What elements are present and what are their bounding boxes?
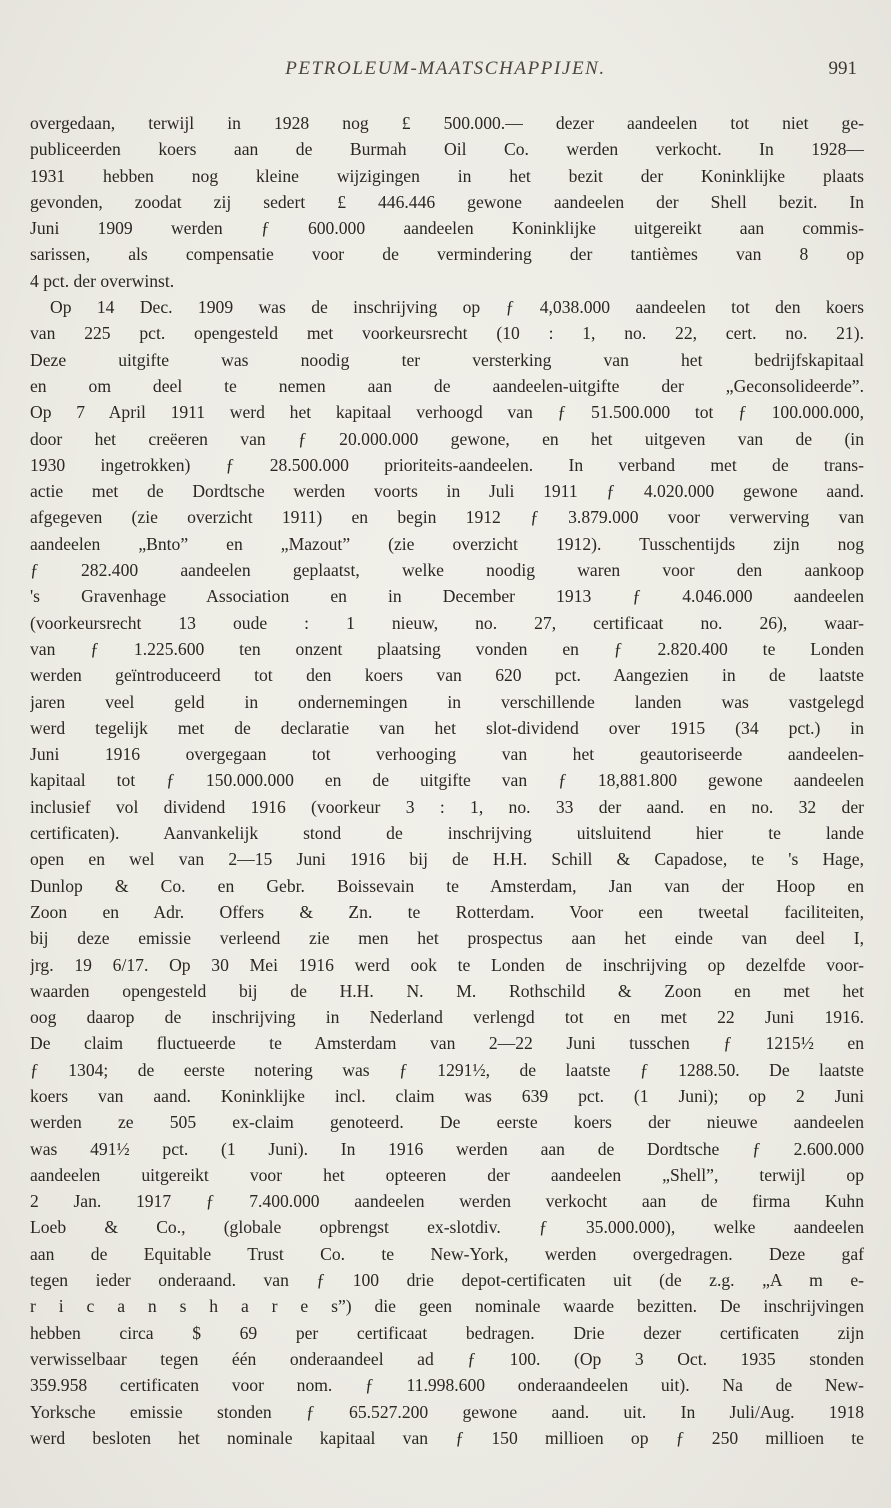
text-line: Juni 1916 overgegaan tot verhooging van het geautoriseerde aandeelen- (30, 744, 864, 765)
text-line: open en wel van 2—15 Juni 1916 bij de H.H. Schill & Capadose, te 's Hage, (30, 849, 864, 870)
text-line: werd besloten het nominale kapitaal van ƒ 150 millioen op ƒ 250 millioen te (30, 1427, 864, 1448)
text-line: werden ze 505 ex-claim genoteerd. De eerste koers der nieuwe aandeelen (30, 1112, 864, 1133)
text-line: overgedaan, terwijl in 1928 nog £ 500.000.— dezer aandeelen tot niet ge- (30, 113, 864, 133)
text-line: jaren veel geld in ondernemingen in verschillende landen was vastgelegd (30, 691, 864, 712)
text-line: bij deze emissie verleend zie men het prospectus aan het einde van deel I, (30, 928, 864, 949)
text-line: door het creëeren van ƒ 20.000.000 gewone, en het uitgeven van de (in (30, 428, 864, 449)
text-line: waarden opengesteld bij de H.H. N. M. Rothschild & Zoon en met het (30, 980, 864, 1001)
text-line: Zoon en Adr. Offers & Zn. te Rotterdam. Voor een tweetal faciliteiten, (30, 901, 864, 922)
text-line: van 225 pct. opengesteld met voorkeursrecht (10 : 1, no. 22, cert. no. 21). (30, 323, 864, 344)
text-line: Yorksche emissie stonden ƒ 65.527.200 gewone aand. uit. In Juli/Aug. 1918 (30, 1401, 864, 1422)
text-line: en om deel te nemen aan de aandeelen-uitgifte der „Geconsolideerde”. (30, 375, 864, 396)
text-line: werd tegelijk met de declaratie van het slot-dividend over 1915 (34 pct.) in (30, 717, 864, 738)
text-line: actie met de Dordtsche werden voorts in Juli 1911 ƒ 4.020.000 gewone aand. (30, 481, 864, 502)
text-line: publiceerden koers aan de Burmah Oil Co. werden verkocht. In 1928— (30, 139, 864, 160)
text-line: De claim fluctueerde te Amsterdam van 2—22 Juni tusschen ƒ 1215½ en (30, 1033, 864, 1054)
text-line: oog daarop de inschrijving in Nederland verlengd tot en met 22 Juni 1916. (30, 1007, 864, 1028)
text-line: werden geïntroduceerd tot den koers van 620 pct. Aangezien in de laatste (30, 665, 864, 686)
text-line: aandeelen uitgereikt voor het opteeren der aandeelen „Shell”, terwijl op (30, 1164, 864, 1185)
text-line: Op 7 April 1911 werd het kapitaal verhoogd van ƒ 51.500.000 tot ƒ 100.000.000, (30, 402, 864, 423)
text-line: ƒ 1304; de eerste notering was ƒ 1291½, de laatste ƒ 1288.50. De laatste (30, 1059, 864, 1080)
text-line: hebben circa $ 69 per certificaat bedragen. Drie dezer certificaten zijn (30, 1322, 864, 1343)
text-line: Juni 1909 werden ƒ 600.000 aandeelen Koninklijke uitgereikt aan commis- (30, 218, 864, 239)
text-line: r i c a n s h a r e s”) die geen nominale waarde bezitten. De inschrijvingen (30, 1296, 864, 1317)
text-line: aan de Equitable Trust Co. te New-York, werden overgedragen. Deze gaf (30, 1243, 864, 1264)
text-line: 4 pct. der overwinst. (30, 270, 175, 291)
text-line: koers van aand. Koninklijke incl. claim was 639 pct. (1 Juni); op 2 Juni (30, 1085, 864, 1106)
page-header (30, 58, 861, 88)
body-text (30, 110, 864, 1451)
text-line: inclusief vol dividend 1916 (voorkeur 3 : 1, no. 33 der aand. en no. 32 der (30, 796, 864, 817)
text-line: gevonden, zoodat zij sedert £ 446.446 gewone aandeelen der Shell bezit. In (30, 191, 864, 212)
text-line: ƒ 282.400 aandeelen geplaatst, welke noodig waren voor den aankoop (30, 560, 864, 581)
text-line: 1930 ingetrokken) ƒ 28.500.000 prioriteits-aandeelen. In verband met de trans- (30, 454, 864, 475)
text-line: 359.958 certificaten voor nom. ƒ 11.998.600 onderaandeelen uit). Na de New- (30, 1375, 864, 1396)
text-line: certificaten). Aanvankelijk stond de inschrijving uitsluitend hier te lande (30, 823, 864, 844)
text-line: Deze uitgifte was noodig ter versterking van het bedrijfskapitaal (30, 349, 864, 370)
text-line: verwisselbaar tegen één onderaandeel ad ƒ 100. (Op 3 Oct. 1935 stonden (30, 1348, 864, 1369)
text-line: afgegeven (zie overzicht 1911) en begin 1912 ƒ 3.879.000 voor verwerving van (30, 507, 864, 528)
page-number: 991 (828, 58, 857, 79)
running-title: PETROLEUM-MAATSCHAPPIJEN. (285, 58, 606, 79)
text-line: Dunlop & Co. en Gebr. Boissevain te Amsterdam, Jan van der Hoop en (30, 875, 864, 896)
text-line: 1931 hebben nog kleine wijzigingen in het bezit der Koninklijke plaats (30, 165, 864, 186)
text-line: 2 Jan. 1917 ƒ 7.400.000 aandeelen werden verkocht aan de firma Kuhn (30, 1191, 864, 1212)
text-line: van ƒ 1.225.600 ten onzent plaatsing vonden en ƒ 2.820.400 te Londen (30, 638, 864, 659)
text-line: sarissen, als compensatie voor de vermindering der tantièmes van 8 op (30, 244, 864, 265)
text-line: jrg. 19 6/17. Op 30 Mei 1916 werd ook te Londen de inschrijving op dezelfde voor- (30, 954, 864, 975)
text-line: tegen ieder onderaand. van ƒ 100 drie depot-certificaten uit (de z.g. „A m e- (30, 1270, 864, 1291)
text-line: aandeelen „Bnto” en „Mazout” (zie overzicht 1912). Tusschentijds zijn nog (30, 533, 864, 554)
paragraph-start: Op 14 Dec. 1909 was de inschrijving op ƒ 4,038.000 aandeelen tot den koers (50, 297, 864, 318)
text-line: Loeb & Co., (globale opbrengst ex-slotdiv. ƒ 35.000.000), welke aandeelen (30, 1217, 864, 1238)
text-line: kapitaal tot ƒ 150.000.000 en de uitgifte van ƒ 18,881.800 gewone aandeelen (30, 770, 864, 791)
text-line: 's Gravenhage Association en in December 1913 ƒ 4.046.000 aandeelen (30, 586, 864, 607)
text-line: (voorkeursrecht 13 oude : 1 nieuw, no. 27, certificaat no. 26), waar- (30, 612, 864, 633)
text-line: was 491½ pct. (1 Juni). In 1916 werden aan de Dordtsche ƒ 2.600.000 (30, 1138, 864, 1159)
